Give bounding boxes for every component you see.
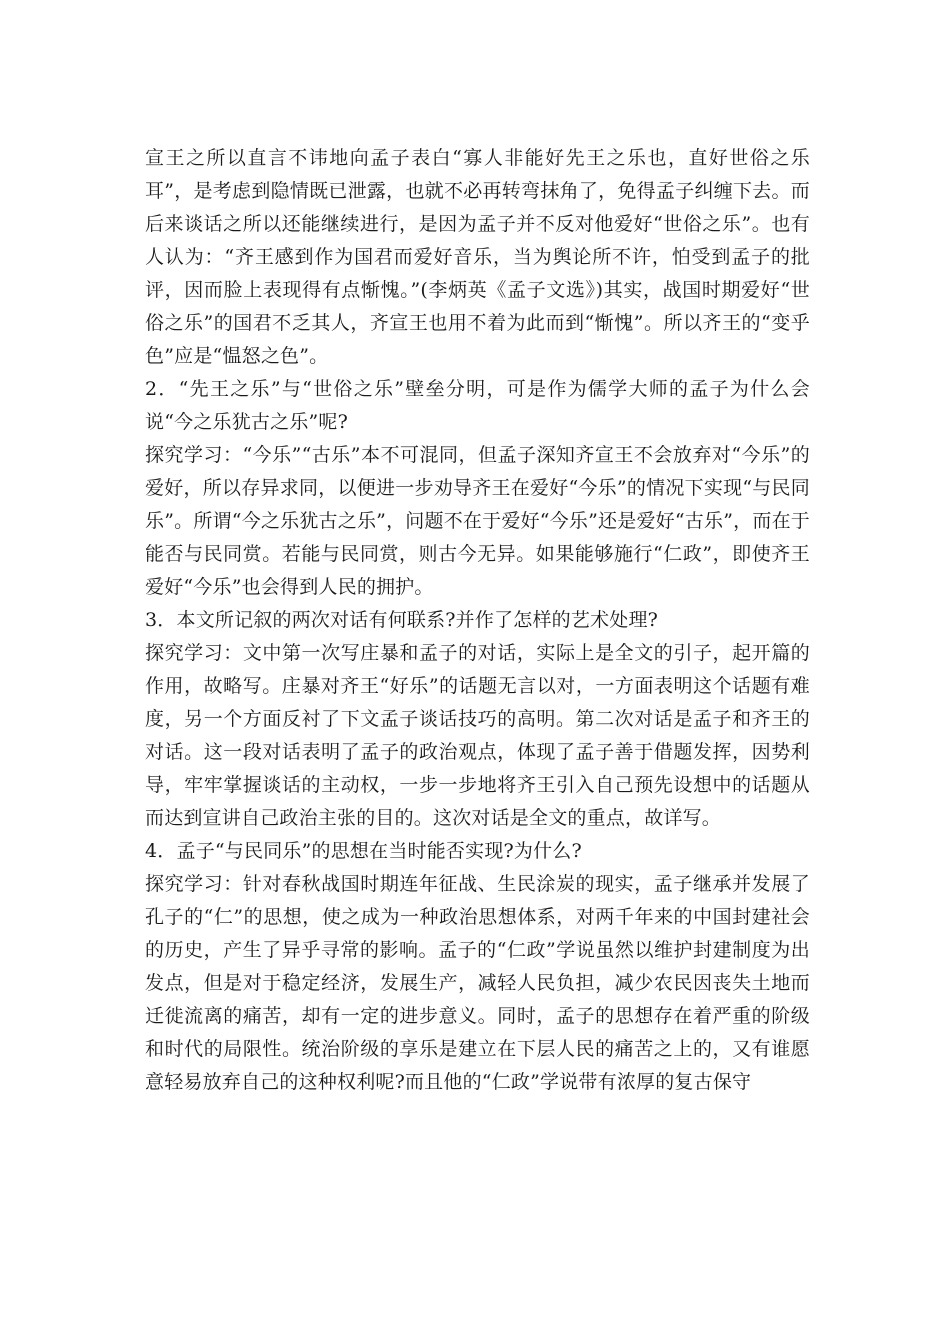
- document-body: [145, 142, 810, 1099]
- question-2: 2．“先王之乐”与“世俗之乐”壁垒分明，可是作为儒学大师的孟子为什么会说“今之乐犹古之乐”呢?: [145, 378, 810, 433]
- question-4: 4．孟子“与民同乐”的思想在当时能否实现?为什么?: [145, 840, 582, 862]
- answer-3: 探究学习：文中第一次写庄暴和孟子的对话，实际上是全文的引子，起开篇的作用，故略写。庄暴对齐王“好乐”的话题无言以对，一方面表明这个话题有难度，另一个方面反衬了下文孟子谈话技巧的高明。第二次对话是孟子和齐王的对话。这一段对话表明了孟子的政治观点，体现了孟子善于借题发挥，因势利导，牢牢掌握谈话的主动权，一步一步地将齐王引入自己预先设想中的话题从而达到宣讲自己政治主张的目的。这次对话是全文的重点，故详写。: [145, 642, 810, 829]
- question-3: 3．本文所记叙的两次对话有何联系?并作了怎样的艺术处理?: [145, 609, 659, 631]
- answer-2: 探究学习：“今乐”“古乐”本不可混同，但孟子深知齐宣王不会放弃对“今乐”的爱好，所以存异求同，以便进一步劝导齐王在爱好“今乐”的情况下实现“与民同乐”。所谓“今之乐犹古之乐”，问题不在于爱好“今乐”还是爱好“古乐”，而在于能否与民同赏。若能与民同赏，则古今无异。如果能够施行“仁政”，即使齐王爱好“今乐”也会得到人民的拥护。: [145, 444, 810, 598]
- paragraph-intro: 宣王之所以直言不讳地向孟子表白“寡人非能好先王之乐也，直好世俗之乐耳”，是考虑到隐情既已泄露，也就不必再转弯抹角了，免得孟子纠缠下去。而后来谈话之所以还能继续进行，是因为孟子并不反对他爱好“世俗之乐”。也有人认为：“齐王感到作为国君而爱好音乐，当为舆论所不许，怕受到孟子的批评，因而脸上表现得有点惭愧。”(李炳英《孟子文选》)其实，战国时期爱好“世俗之乐”的国君不乏其人，齐宣王也用不着为此而到“惭愧”。所以齐王的“变乎色”应是“愠怒之色”。: [145, 147, 810, 367]
- answer-4: 探究学习：针对春秋战国时期连年征战、生民涂炭的现实，孟子继承并发展了孔子的“仁”的思想，使之成为一种政治思想体系，对两千年来的中国封建社会的历史，产生了异乎寻常的影响。孟子的“仁政”学说虽然以维护封建制度为出发点，但是对于稳定经济，发展生产，减轻人民负担，减少农民因丧失土地而迁徙流离的痛苦，却有一定的进步意义。同时，孟子的思想存在着严重的阶级和时代的局限性。统治阶级的享乐是建立在下层人民的痛苦之上的，又有谁愿意轻易放弃自己的这种权利呢?而且他的“仁政”学说带有浓厚的复古保守: [145, 873, 810, 1093]
